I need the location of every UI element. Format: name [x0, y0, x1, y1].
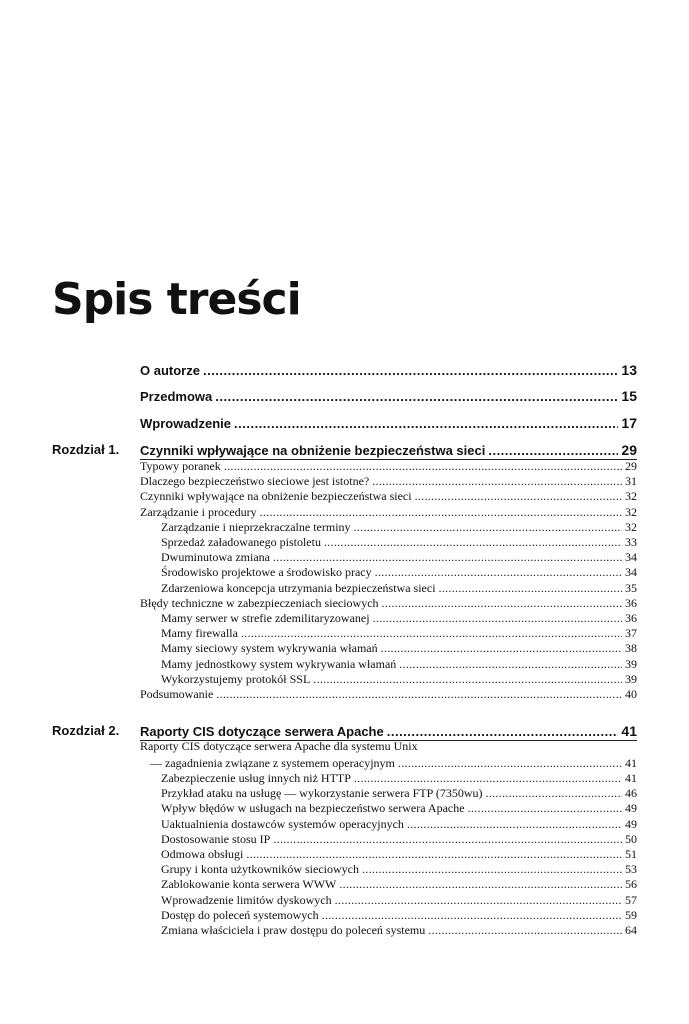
toc-entry-page: 32 — [625, 489, 637, 504]
page-title: Spis treści — [52, 274, 301, 325]
toc-entry[interactable] — [161, 581, 637, 596]
chapter-label: Rozdział 2. — [52, 723, 120, 738]
toc-entry[interactable] — [140, 474, 637, 489]
toc-entry[interactable] — [161, 520, 637, 535]
toc-entry[interactable] — [161, 641, 637, 656]
toc-entry-title: Wprowadzenie — [140, 416, 232, 431]
toc-entry-page: 46 — [625, 786, 637, 801]
toc-entry-title: Przedmowa — [140, 389, 213, 404]
toc-dot-leader — [407, 817, 622, 832]
toc-chapter-page: 41 — [621, 723, 637, 739]
toc-entry[interactable] — [161, 672, 637, 687]
toc-dot-leader — [387, 723, 619, 741]
toc-entry[interactable] — [140, 505, 637, 520]
toc-entry[interactable] — [161, 832, 637, 847]
toc-dot-leader — [485, 786, 622, 801]
toc-entry-page: 53 — [625, 862, 637, 877]
toc-entry-page: 41 — [625, 771, 637, 785]
toc-entry-title: Typowy poranek — [140, 459, 221, 473]
toc-entry-title: Środowisko projektowe a środowisko pracy — [161, 565, 372, 580]
toc-entry-title: Mamy firewalla — [161, 626, 238, 641]
toc-entry-title: Uaktualnienia dostawców systemów operacyjnych — [161, 816, 404, 831]
toc-dot-leader — [428, 923, 622, 938]
toc-dot-leader — [354, 771, 622, 786]
toc-entry-title: Zarządzanie i procedury — [140, 504, 257, 519]
toc-entry[interactable] — [161, 626, 637, 641]
toc-dot-leader — [339, 877, 622, 892]
toc-dot-leader — [372, 474, 622, 489]
toc-dot-leader — [241, 626, 622, 641]
chapter-label: Rozdział 1. — [52, 442, 120, 457]
toc-dot-leader — [488, 442, 618, 460]
toc-entry-page: 59 — [625, 907, 637, 922]
toc-entry-title: Dwuminutowa zmiana — [161, 550, 270, 565]
toc-entry[interactable] — [161, 877, 637, 892]
toc-dot-leader — [399, 657, 622, 672]
toc-entry-title: Zarządzanie i nieprzekraczalne terminy — [161, 519, 351, 534]
toc-dot-leader — [260, 505, 622, 520]
toc-entry[interactable] — [161, 893, 637, 908]
toc-entry-page: 64 — [625, 923, 637, 937]
toc-chapter-1[interactable] — [140, 441, 637, 459]
toc-entry-title: Zmiana właściciela i praw dostępu do poleceń systemu — [161, 923, 426, 937]
toc-entry-page: 34 — [625, 550, 637, 565]
toc-dot-leader — [398, 756, 622, 771]
toc-entry-title: Zabezpieczenie usług innych niż HTTP — [161, 771, 351, 785]
toc-entry-page: 39 — [625, 656, 637, 671]
toc-entry[interactable] — [161, 908, 637, 923]
toc-entry-page: 57 — [625, 892, 637, 907]
toc-dot-leader — [273, 832, 622, 847]
toc-entry[interactable] — [161, 817, 637, 832]
toc-entry[interactable] — [161, 923, 637, 938]
toc-dot-leader — [234, 415, 618, 433]
toc-entry-page: 33 — [625, 535, 637, 549]
toc-entry-page: 40 — [625, 687, 637, 701]
toc-entry[interactable] — [161, 550, 637, 565]
toc-dot-leader — [215, 388, 618, 406]
toc-dot-leader — [322, 908, 622, 923]
toc-entry-title: Błędy techniczne w zabezpieczeniach sieciowych — [140, 595, 379, 610]
toc-entry-page: 39 — [625, 671, 637, 686]
toc-entry[interactable] — [161, 862, 637, 877]
toc-entry-page: 49 — [625, 816, 637, 831]
toc-entry[interactable] — [161, 535, 637, 550]
toc-dot-leader — [373, 611, 622, 626]
toc-dot-leader — [335, 893, 622, 908]
toc-entry-title: — zagadnienia związane z systemem operacyjnym — [150, 756, 395, 770]
toc-dot-leader — [224, 459, 622, 474]
toc-dot-leader — [439, 581, 622, 596]
toc-entry[interactable] — [161, 847, 637, 862]
toc-dot-leader — [216, 687, 622, 702]
toc-entry-o-autorze[interactable] — [140, 361, 637, 379]
toc-entry[interactable] — [161, 786, 637, 801]
toc-entry-page: 17 — [621, 415, 637, 431]
toc-entry-title: Czynniki wpływające na obniżenie bezpieczeństwa sieci — [140, 489, 412, 504]
toc-entry-page: 31 — [625, 474, 637, 489]
toc-entry-page: 36 — [625, 595, 637, 610]
toc-entry-title: Dostęp do poleceń systemowych — [161, 907, 319, 922]
toc-entry-przedmowa[interactable] — [140, 387, 637, 405]
toc-dot-leader — [203, 362, 618, 380]
toc-entry[interactable] — [161, 611, 637, 626]
toc-entry[interactable] — [161, 771, 637, 786]
toc-entry-title: Zablokowanie konta serwera WWW — [161, 877, 337, 892]
toc-entry[interactable] — [161, 801, 637, 816]
toc-dot-leader — [246, 847, 622, 862]
toc-entry-page: 37 — [625, 626, 637, 641]
toc-chapter-title: Raporty CIS dotyczące serwera Apache — [140, 724, 384, 739]
toc-entry-page: 32 — [625, 519, 637, 534]
toc-dot-leader — [324, 535, 622, 550]
toc-entry-page: 29 — [625, 459, 637, 473]
toc-entry[interactable] — [140, 459, 637, 474]
toc-dot-leader — [313, 672, 622, 687]
toc-entry-title: Zdarzeniowa koncepcja utrzymania bezpieczeństwa sieci — [161, 580, 436, 595]
toc-entry-title: Mamy sieciowy system wykrywania włamań — [161, 641, 378, 656]
toc-dot-leader — [468, 801, 622, 816]
toc-dot-leader — [354, 520, 622, 535]
toc-entry[interactable] — [140, 596, 637, 611]
toc-entry-title: Mamy serwer w strefie zdemilitaryzowanej — [161, 611, 370, 625]
toc-entry-title: Przykład ataku na usługę — wykorzystanie serwera FTP (7350wu) — [161, 786, 483, 801]
toc-chapter-2[interactable] — [140, 722, 637, 740]
toc-dot-leader — [381, 641, 622, 656]
toc-entry-title: Wpływ błędów w usługach na bezpieczeństwo serwera Apache — [161, 801, 465, 816]
toc-entry-title: Podsumowanie — [140, 687, 214, 701]
toc-dot-leader — [362, 862, 622, 877]
toc-entry-page: 51 — [625, 847, 637, 861]
toc-entry-page: 50 — [625, 831, 637, 846]
toc-entry-page: 36 — [625, 611, 637, 625]
toc-chapter-title: Czynniki wpływające na obniżenie bezpieczeństwa sieci — [140, 443, 486, 458]
toc-entry[interactable] — [140, 489, 637, 504]
toc-entry-page: 56 — [625, 877, 637, 892]
toc-dot-leader — [273, 550, 622, 565]
toc-entry-title: Dlaczego bezpieczeństwo sieciowe jest istotne? — [140, 474, 370, 489]
toc-dot-leader — [382, 596, 622, 611]
toc-dot-leader — [415, 489, 622, 504]
toc-entry-title: Odmowa obsługi — [161, 847, 244, 861]
toc-entry-title: Grupy i konta użytkowników sieciowych — [161, 862, 359, 877]
toc-entry-page: 49 — [625, 801, 637, 816]
toc-entry[interactable] — [150, 756, 637, 771]
toc-entry-title: Dostosowanie stosu IP — [161, 831, 271, 846]
toc-entry-title: Wykorzystujemy protokół SSL — [161, 671, 311, 686]
toc-entry[interactable] — [161, 657, 637, 672]
toc-dot-leader — [375, 565, 622, 580]
toc-entry[interactable] — [140, 687, 637, 702]
toc-entry-page: 35 — [625, 580, 637, 595]
toc-entry-title: Mamy jednostkowy system wykrywania włamań — [161, 656, 397, 671]
toc-entry-page: 34 — [625, 565, 637, 580]
toc-entry-page: 41 — [625, 756, 637, 770]
toc-entry-wprowadzenie[interactable] — [140, 414, 637, 432]
toc-entry-page: 13 — [621, 362, 637, 378]
toc-entry-page: 15 — [621, 388, 637, 404]
toc-entry[interactable] — [161, 565, 637, 580]
toc-entry-title: Wprowadzenie limitów dyskowych — [161, 892, 332, 907]
toc-entry-intro-line: Raporty CIS dotyczące serwera Apache dla systemu Unix — [140, 739, 418, 753]
toc-entry-page: 38 — [625, 641, 637, 656]
toc-entry-page: 32 — [625, 504, 637, 519]
toc-entry-title: O autorze — [140, 363, 200, 378]
toc-entry-title: Sprzedaż załadowanego pistoletu — [161, 535, 321, 549]
toc-chapter-page: 29 — [621, 442, 637, 458]
